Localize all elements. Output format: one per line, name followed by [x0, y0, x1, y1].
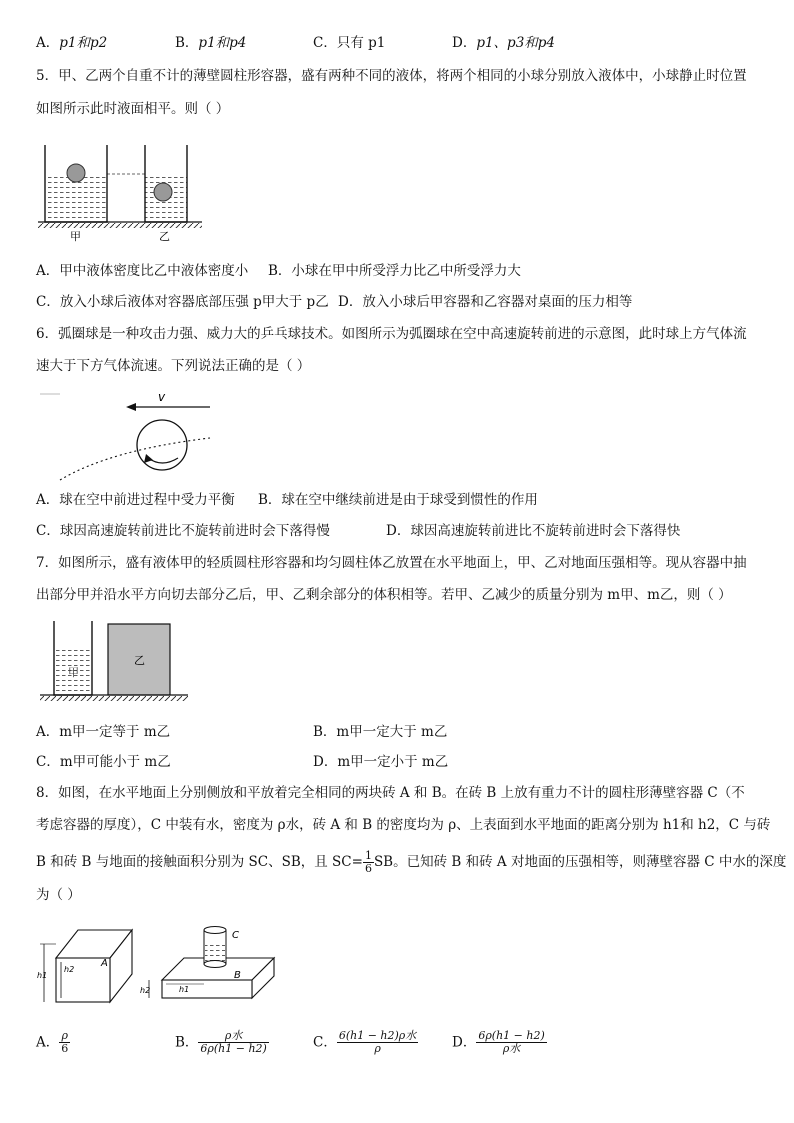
q5-option-a: A．甲中液体密度比乙中液体密度小 — [36, 263, 249, 279]
q8-stem-line3: B 和砖 B 与地面的接触面积分别为 SC、SB，且 SC= $\frac{1}{6}$ SB。已知砖 B 和砖 A 对地面的压强相等，则薄壁容器 C 中水的深度 — [36, 849, 787, 875]
q6-stem-line1: 6．弧圈球是一种攻击力强、威力大的乒乓球技术。如图所示为弧圈球在空中高速旋转前进的示意图，此时球上方气体流 — [36, 326, 747, 342]
q6-option-a: A．球在空中前进过程中受力平衡 — [36, 492, 235, 508]
q7-option-c: C．m甲可能小于 m乙 — [36, 754, 171, 770]
q6-option-d: D．球因高速旋转前进比不旋转前进时会下落得快 — [386, 523, 681, 539]
label-C: C — [232, 930, 239, 941]
q5-option-b: B．小球在甲中所受浮力比乙中所受浮力大 — [268, 263, 521, 279]
q5-option-c: C．放入小球后液体对容器底部压强 p甲大于 p乙 — [36, 294, 329, 310]
label-yi: 乙 — [134, 654, 145, 667]
q8-figure-bricks — [36, 918, 281, 1010]
q7-stem-line1: 7．如图所示，盛有液体甲的轻质圆柱形容器和均匀圆柱体乙放置在水平地面上，甲、乙对地面压强相等。现从容器中抽 — [36, 555, 747, 571]
label-jia: 甲 — [68, 666, 79, 679]
q7-option-b: B．m甲一定大于 m乙 — [313, 724, 448, 740]
q6-stem-line2: 速大于下方气体流速。下列说法正确的是（ ） — [36, 358, 311, 374]
q5-option-d: D．放入小球后甲容器和乙容器对桌面的压力相等 — [338, 294, 633, 310]
label-A: A — [101, 958, 108, 969]
label-h2: h2 — [64, 965, 75, 974]
label-v: v — [158, 390, 166, 404]
q8-stem-line2: 考虑容器的厚度），C 中装有水，密度为 ρ水，砖 A 和 B 的密度均为 ρ、上表面到水平地面的距离分别为 h1和 h2，C 与砖 — [36, 817, 771, 833]
q4-option-a: A．p1和p2 — [36, 35, 108, 51]
q8-option-c: C． $\frac{\text{6(h1 − h2)ρ水}}{\rho}$ — [313, 1029, 417, 1055]
q8-option-a: A． $\frac{\rho}{6}$ — [36, 1029, 69, 1055]
q5-figure-containers — [36, 140, 206, 244]
q5-stem-line1: 5．甲、乙两个自重不计的薄壁圆柱形容器，盛有两种不同的液体，将两个相同的小球分别放入液体中，小球静止时位置 — [36, 68, 747, 84]
q8-stem-line4: 为（ ） — [36, 887, 81, 903]
q6-option-b: B．球在空中继续前进是由于球受到惯性的作用 — [258, 492, 538, 508]
q4-option-c: C．只有 p1 — [313, 35, 386, 51]
q7-stem-line2: 出部分甲并沿水平方向切去部分乙后，甲、乙剩余部分的体积相等。若甲、乙减少的质量分别为 m甲、m乙，则（ ） — [36, 587, 732, 603]
q8-option-b: B． $\frac{\text{ρ水}}{6\rho(h1 - h2)}$ — [175, 1029, 267, 1055]
ball-jia — [67, 164, 85, 182]
q7-option-a: A．m甲一定等于 m乙 — [36, 724, 171, 740]
q8-option-d: D． $\frac{6\rho(h1 - h2)}{\text{ρ水}}$ — [452, 1029, 545, 1055]
q7-option-d: D．m甲一定小于 m乙 — [313, 754, 449, 770]
q6-option-c: C．球因高速旋转前进比不旋转前进时会下落得慢 — [36, 523, 330, 539]
label-jia: 甲 — [70, 230, 81, 243]
ball-yi — [154, 183, 172, 201]
label-yi: 乙 — [159, 230, 170, 243]
label-h2-b: h2 — [140, 986, 151, 995]
q4-option-b: B．p1和p4 — [175, 35, 247, 51]
label-h1-a: h1 — [37, 971, 48, 980]
q5-stem-line2: 如图所示此时液面相平。则（ ） — [36, 101, 230, 117]
q4-option-d: D．p1、p3和p4 — [452, 35, 556, 51]
q6-figure-spin-ball — [40, 390, 230, 485]
label-h1-b: h1 — [179, 985, 190, 994]
q7-figure — [38, 618, 198, 708]
label-B: B — [234, 970, 241, 981]
fraction-one-sixth: $\frac{1}{6}$ — [364, 849, 372, 875]
q8-stem-line1: 8．如图，在水平地面上分别侧放和平放着完全相同的两块砖 A 和 B。在砖 B 上放有重力不计的圆柱形薄壁容器 C（不 — [36, 785, 745, 801]
